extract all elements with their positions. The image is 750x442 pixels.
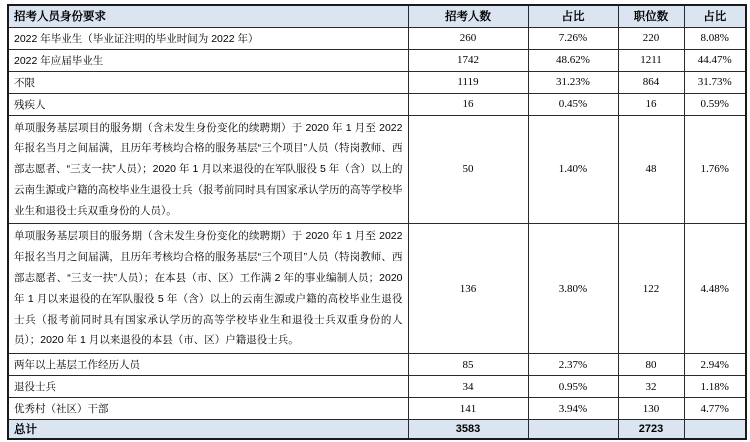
header-recruit-count: 招考人数 (408, 5, 528, 27)
recruit-count-cell: 141 (408, 398, 528, 420)
position-count-cell: 220 (618, 27, 684, 49)
total-recruit-ratio (528, 420, 618, 440)
recruit-count-cell: 85 (408, 354, 528, 376)
recruit-count-cell: 34 (408, 376, 528, 398)
recruit-ratio-cell: 3.94% (528, 398, 618, 420)
position-count-cell: 80 (618, 354, 684, 376)
recruit-count-cell: 136 (408, 224, 528, 354)
position-ratio-cell: 1.76% (684, 115, 746, 224)
table-header-row (8, 5, 746, 27)
position-ratio-cell: 2.94% (684, 354, 746, 376)
total-position-ratio (684, 420, 746, 440)
total-position-count: 2723 (618, 420, 684, 440)
requirement-cell: 2022 年毕业生（毕业证注明的毕业时间为 2022 年） (8, 27, 408, 49)
requirement-cell: 退役士兵 (8, 376, 408, 398)
requirement-cell: 单项服务基层项目的服务期（含未发生身份变化的续聘期）于 2020 年 1 月至 2022 年报名当月之间届满，且历年考核均合格的服务基层“三个项目”人员（特岗教师、西部志愿者、“三支一扶”人员）；在本县（市、区）工作满 2 年的事业编制人员；2020 年 1 月以来退役的在军队服役 5 年（含）以上的云南生源或户籍的高校毕业生退役士兵（报考前同时具有国家承认学历的高等学校毕业生和退役士兵双重身份的人员）；2020 年 1 月以来退役的本县（市、区）户籍退役士兵。 (8, 224, 408, 354)
recruit-count-cell: 260 (408, 27, 528, 49)
header-recruit-ratio: 占比 (528, 5, 618, 27)
total-label: 总计 (8, 420, 408, 440)
requirement-cell: 单项服务基层项目的服务期（含未发生身份变化的续聘期）于 2020 年 1 月至 2022 年报名当月之间届满，且历年考核均合格的服务基层“三个项目”人员（特岗教师、西部志愿者、“三支一扶”人员）；2020 年 1 月以来退役的在军队服役 5 年（含）以上的云南生源或户籍的高校毕业生退役士兵（报考前同时具有国家承认学历的高等学校毕业生和退役士兵双重身份的人员）。 (8, 115, 408, 224)
position-ratio-cell: 4.77% (684, 398, 746, 420)
table-row (8, 398, 746, 420)
requirement-cell: 不限 (8, 71, 408, 93)
header-position-ratio: 占比 (684, 5, 746, 27)
requirement-cell: 残疾人 (8, 93, 408, 115)
requirement-cell: 优秀村（社区）干部 (8, 398, 408, 420)
requirement-cell: 2022 年应届毕业生 (8, 49, 408, 71)
position-ratio-cell: 44.47% (684, 49, 746, 71)
recruit-ratio-cell: 3.80% (528, 224, 618, 354)
recruit-ratio-cell: 48.62% (528, 49, 618, 71)
table-row (8, 224, 746, 354)
position-ratio-cell: 31.73% (684, 71, 746, 93)
recruit-count-cell: 1119 (408, 71, 528, 93)
recruit-count-cell: 16 (408, 93, 528, 115)
recruit-ratio-cell: 0.45% (528, 93, 618, 115)
position-ratio-cell: 4.48% (684, 224, 746, 354)
table-row (8, 354, 746, 376)
total-row (8, 420, 746, 440)
recruit-ratio-cell: 2.37% (528, 354, 618, 376)
table-row (8, 376, 746, 398)
requirement-cell: 两年以上基层工作经历人员 (8, 354, 408, 376)
position-count-cell: 16 (618, 93, 684, 115)
recruit-count-cell: 50 (408, 115, 528, 224)
position-ratio-cell: 8.08% (684, 27, 746, 49)
table-row (8, 71, 746, 93)
position-count-cell: 1211 (618, 49, 684, 71)
header-position-count: 职位数 (618, 5, 684, 27)
recruit-count-cell: 1742 (408, 49, 528, 71)
table-row (8, 93, 746, 115)
recruitment-identity-table (7, 4, 747, 440)
position-count-cell: 130 (618, 398, 684, 420)
table-row (8, 115, 746, 224)
position-ratio-cell: 0.59% (684, 93, 746, 115)
table-row (8, 27, 746, 49)
recruit-ratio-cell: 7.26% (528, 27, 618, 49)
position-count-cell: 48 (618, 115, 684, 224)
position-count-cell: 122 (618, 224, 684, 354)
recruit-ratio-cell: 31.23% (528, 71, 618, 93)
header-requirement: 招考人员身份要求 (8, 5, 408, 27)
position-ratio-cell: 1.18% (684, 376, 746, 398)
position-count-cell: 864 (618, 71, 684, 93)
total-recruit-count: 3583 (408, 420, 528, 440)
table-row (8, 49, 746, 71)
recruit-ratio-cell: 0.95% (528, 376, 618, 398)
position-count-cell: 32 (618, 376, 684, 398)
recruit-ratio-cell: 1.40% (528, 115, 618, 224)
